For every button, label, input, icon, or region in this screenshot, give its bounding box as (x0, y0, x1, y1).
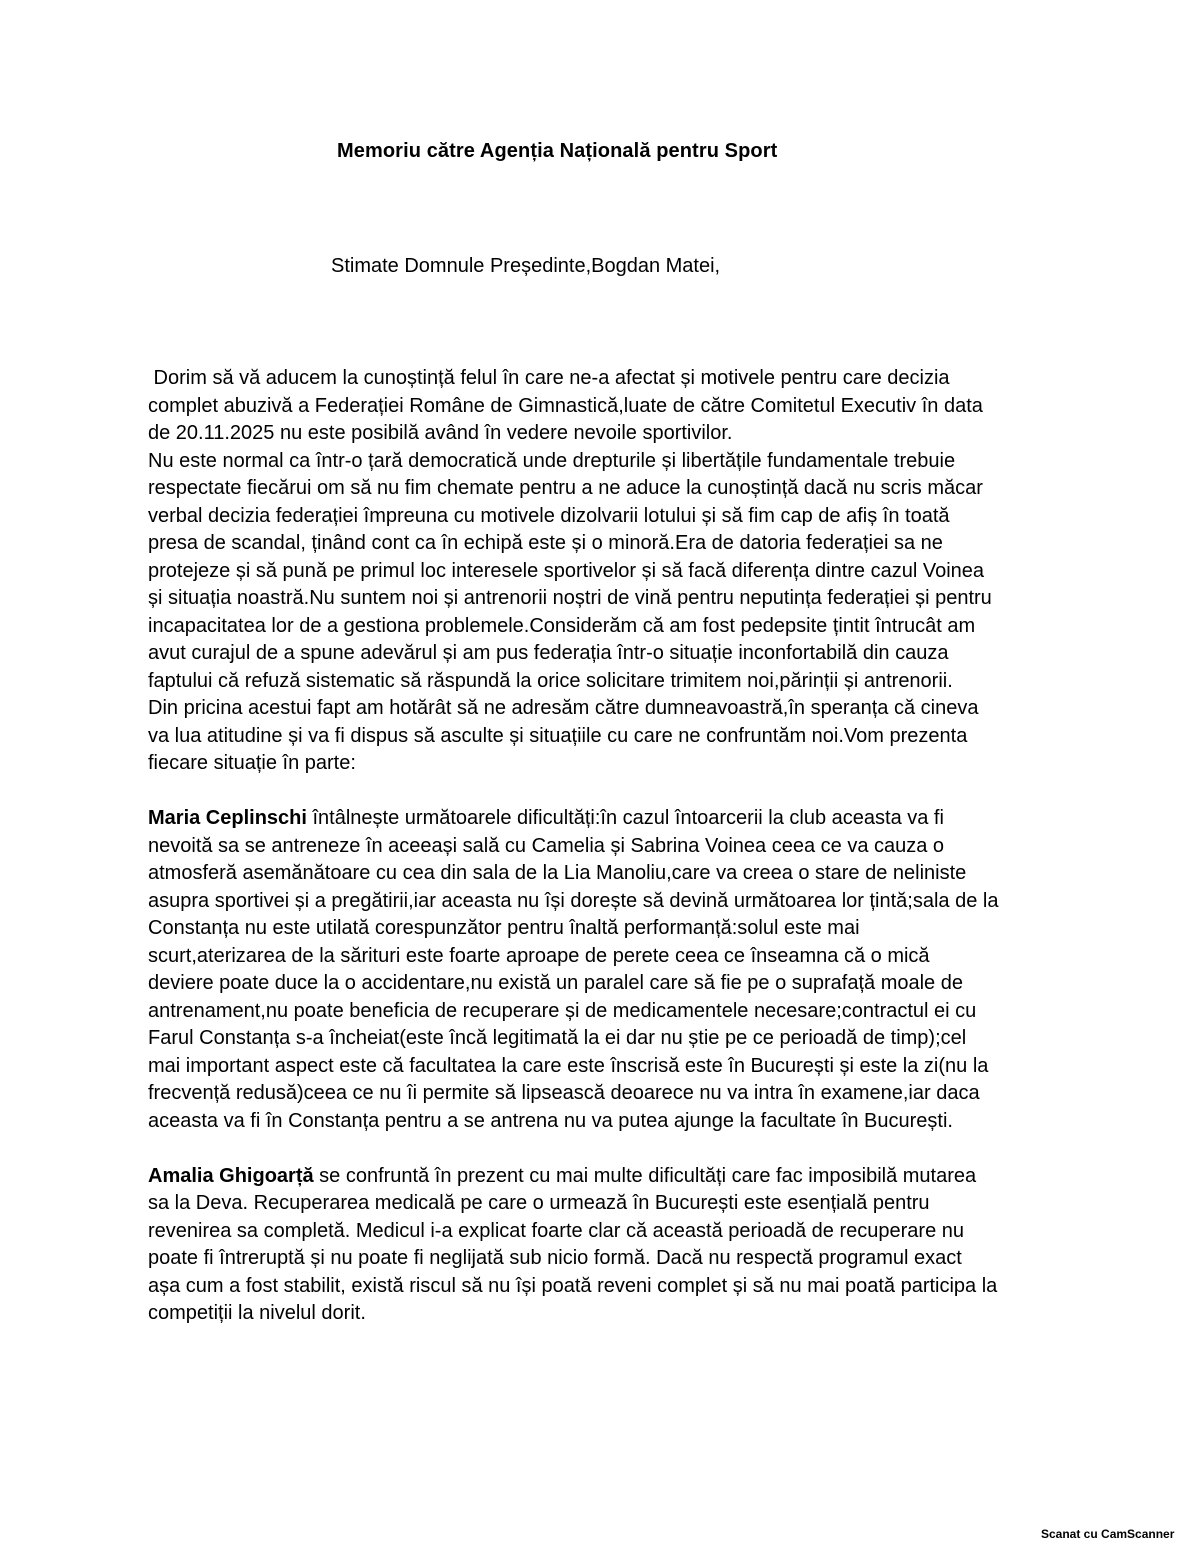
text-line: deviere poate duce la o accidentare,nu există un paralel care să fie pe o suprafață moale de (148, 972, 963, 994)
text-line: va lua atitudine și va fi dispus să asculte și situațiile cu care ne confruntăm noi.Vom prezenta (148, 724, 968, 747)
intro-paragraph (148, 365, 1068, 778)
text-line: poate fi întreruptă și nu poate fi neglijată sub nicio formă. Dacă nu respectă programul exact (148, 1247, 962, 1269)
text-line: presa de scandal, ținând cont ca în echipă este și o minoră.Era de datoria federației sa ne (148, 532, 943, 554)
text-line: așa cum a fost stabilit, există riscul să nu își poată reveni complet și să nu mai poată participa la (148, 1274, 998, 1297)
text-line: aceasta va fi în Constanța pentru a se antrena nu va putea ajunge la facultate în București. (148, 1109, 953, 1132)
text-line: incapacitatea lor de a gestiona problemele.Considerăm că am fost pedepsite țintit întrucât am (148, 614, 976, 637)
text-line: Dorim să vă aducem la cunoștință felul în care ne-a afectat și motivele pentru care decizia (148, 367, 950, 389)
section-maria-ceplinschi (148, 805, 1068, 1135)
text-line: antrenament,nu poate beneficia de recuperare și de medicamentele necesare;contractul ei cu (148, 999, 977, 1022)
text-line: complet abuzivă a Federației Române de Gimnastică,luate de către Comitetul Executiv în data (148, 394, 983, 417)
text-line (148, 805, 1068, 833)
document-title: Memoriu către Agenția Națională pentru Sport (337, 140, 778, 162)
paragraph-gap (148, 778, 1068, 806)
text-line: mai important aspect este că facultatea la care este înscrisă este în București și este la zi(nu la (148, 1054, 989, 1077)
text-line: scurt,aterizarea de la sărituri este foarte aproape de perete ceea ce înseamna că o mică (148, 944, 930, 967)
text-line: frecvență redusă)ceea ce nu îi permite să lipsească deoarece nu va intra în examene,iar daca (148, 1082, 980, 1104)
text-line: Farul Constanța s-a încheiat(este încă legitimată la ei dar nu știe pe ce perioadă de timp);cel (148, 1027, 967, 1049)
text-line: avut curajul de a spune adevărul și am pus federația într-o situație inconfortabilă din cauza (148, 642, 949, 664)
text-line: sa la Deva. Recuperarea medicală pe care o urmează în București este esențială pentru (148, 1192, 930, 1214)
letter-body (148, 365, 1068, 1328)
text-line: verbal decizia federației împreuna cu motivele dizolvarii lotului și să fim cap de afiș în toată (148, 504, 950, 527)
salutation: Stimate Domnule Președinte,Bogdan Matei, (331, 255, 721, 277)
athlete-name: Maria Ceplinschi (148, 807, 307, 829)
section-amalia-ghigoarta (148, 1163, 1068, 1328)
text-fragment: se confruntă în prezent cu mai multe dificultăți care fac imposibilă mutarea (313, 1164, 977, 1187)
text-line: fiecare situație în parte: (148, 752, 356, 774)
text-line: Nu este normal ca într-o țară democratică unde drepturile și libertățile fundamentale trebuie (148, 449, 956, 472)
text-line: și situația noastră.Nu suntem noi și antrenorii noștri de vină pentru neputința federației și pentru (148, 587, 992, 609)
text-fragment: întâlnește următoarele dificultăți:în cazul întoarcerii la club aceasta va fi (306, 807, 944, 829)
text-line: faptului că refuză sistematic să răspundă la orice solicitare trimitem noi,părinții și antrenorii. (148, 669, 953, 692)
text-line: asupra sportivei și a pregătirii,iar aceasta nu își dorește să devină următoarea lor țintă;sala de la (148, 889, 999, 912)
text-line: Din pricina acestui fapt am hotărât să ne adresăm către dumneavoastră,în speranța că cineva (148, 697, 979, 719)
text-line: atmosferă asemănătoare cu cea din sala de la Lia Manoliu,care va creea o stare de neliniste (148, 862, 967, 884)
text-line: nevoită sa se antreneze în aceeași sală cu Camelia și Sabrina Voinea ceea ce va cauza o (148, 834, 945, 857)
text-line: competiții la nivelul dorit. (148, 1302, 366, 1324)
athlete-name: Amalia Ghigoarță (148, 1164, 314, 1187)
scanner-watermark: Scanat cu CamScanner (1041, 1527, 1175, 1541)
text-line: de 20.11.2025 nu este posibilă având în vedere nevoile sportivilor. (148, 422, 733, 444)
text-line (148, 1163, 1068, 1191)
text-line: Constanța nu este utilată corespunzător pentru înaltă performanță:solul este mai (148, 917, 860, 939)
text-line: revenirea sa completă. Medicul i-a explicat foarte clar că această perioadă de recuperare nu (148, 1219, 964, 1242)
text-line: respectate fiecărui om să nu fim chemate pentru a ne aduce la cunoștință dacă nu scris măcar (148, 477, 983, 499)
paragraph-gap (148, 1135, 1068, 1163)
text-line: protejeze și să pună pe primul loc interesele sportivelor și să facă diferența dintre cazul Voinea (148, 559, 985, 582)
